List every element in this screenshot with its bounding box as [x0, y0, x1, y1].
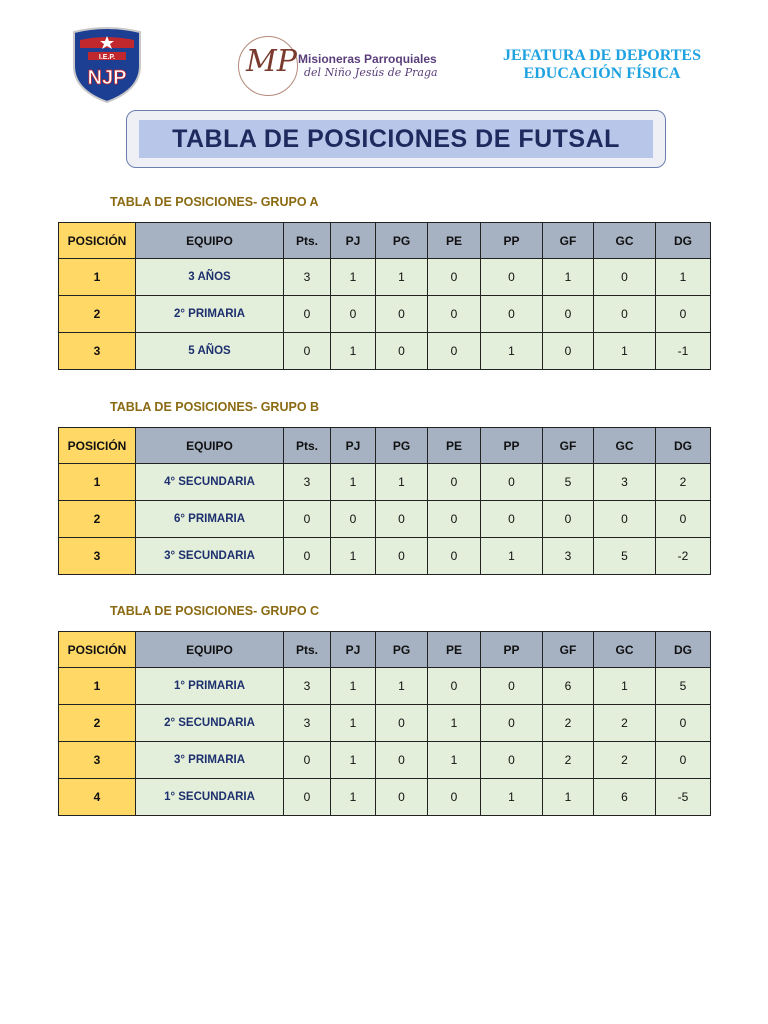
cell-goal-diff: -5 — [656, 779, 711, 816]
cell-drawn: 0 — [428, 464, 481, 501]
cell-points: 0 — [284, 333, 331, 370]
col-header-points: Pts. — [284, 632, 331, 668]
cell-lost: 0 — [481, 668, 543, 705]
col-header-team: EQUIPO — [136, 223, 284, 259]
cell-points: 0 — [284, 538, 331, 575]
col-header-points: Pts. — [284, 428, 331, 464]
cell-goals-against: 2 — [594, 742, 656, 779]
cell-goal-diff: 0 — [656, 705, 711, 742]
table-row — [59, 705, 711, 742]
cell-team: 2° PRIMARIA — [136, 296, 284, 333]
cell-team: 3° PRIMARIA — [136, 742, 284, 779]
cell-points: 0 — [284, 742, 331, 779]
congregation-logo — [238, 36, 438, 96]
cell-points: 0 — [284, 779, 331, 816]
header-row — [59, 223, 711, 259]
logo-monogram: MP — [246, 44, 297, 79]
cell-team: 5 AÑOS — [136, 333, 284, 370]
cell-lost: 1 — [481, 779, 543, 816]
table-row — [59, 501, 711, 538]
cell-goals-against: 3 — [594, 464, 656, 501]
cell-lost: 0 — [481, 464, 543, 501]
page-title: TABLA DE POSICIONES DE FUTSAL — [139, 120, 653, 158]
cell-goal-diff: 0 — [656, 296, 711, 333]
col-header-goal-diff: DG — [656, 223, 711, 259]
cell-drawn: 1 — [428, 742, 481, 779]
cell-won: 1 — [376, 668, 428, 705]
cell-goal-diff: 2 — [656, 464, 711, 501]
group-c-label: TABLA DE POSICIONES- GRUPO C — [110, 604, 320, 618]
cell-position: 2 — [59, 501, 136, 538]
cell-goal-diff: 0 — [656, 742, 711, 779]
cell-points: 0 — [284, 501, 331, 538]
cell-played: 1 — [331, 742, 376, 779]
cell-lost: 0 — [481, 296, 543, 333]
cell-position: 3 — [59, 333, 136, 370]
logo-line2: del Niño Jesús de Praga — [304, 66, 438, 79]
cell-drawn: 0 — [428, 538, 481, 575]
cell-goals-against: 1 — [594, 668, 656, 705]
school-shield-logo — [68, 26, 146, 104]
cell-won: 0 — [376, 333, 428, 370]
cell-won: 0 — [376, 705, 428, 742]
cell-played: 0 — [331, 501, 376, 538]
col-header-goal-diff: DG — [656, 632, 711, 668]
cell-team: 1° SECUNDARIA — [136, 779, 284, 816]
cell-points: 0 — [284, 296, 331, 333]
cell-goals-for: 0 — [543, 296, 594, 333]
cell-drawn: 1 — [428, 705, 481, 742]
table-row — [59, 779, 711, 816]
group-b-table — [58, 427, 711, 575]
col-header-drawn: PE — [428, 632, 481, 668]
cell-goals-for: 1 — [543, 779, 594, 816]
cell-drawn: 0 — [428, 259, 481, 296]
cell-goals-against: 5 — [594, 538, 656, 575]
cell-position: 1 — [59, 464, 136, 501]
cell-goal-diff: -1 — [656, 333, 711, 370]
col-header-lost: PP — [481, 632, 543, 668]
cell-position: 2 — [59, 705, 136, 742]
cell-played: 1 — [331, 705, 376, 742]
shield-top-text: I.E.P. — [98, 54, 116, 61]
cell-goal-diff: -2 — [656, 538, 711, 575]
cell-goals-against: 0 — [594, 259, 656, 296]
cell-points: 3 — [284, 668, 331, 705]
col-header-goals-for: GF — [543, 632, 594, 668]
logo-line1: Misioneras Parroquiales — [298, 52, 437, 66]
col-header-goals-against: GC — [594, 223, 656, 259]
col-header-goal-diff: DG — [656, 428, 711, 464]
cell-goals-against: 1 — [594, 333, 656, 370]
table-row — [59, 259, 711, 296]
col-header-won: PG — [376, 223, 428, 259]
col-header-position: POSICIÓN — [59, 632, 136, 668]
cell-lost: 1 — [481, 333, 543, 370]
col-header-played: PJ — [331, 632, 376, 668]
cell-lost: 0 — [481, 705, 543, 742]
col-header-team: EQUIPO — [136, 632, 284, 668]
cell-played: 1 — [331, 333, 376, 370]
col-header-lost: PP — [481, 428, 543, 464]
cell-goals-against: 6 — [594, 779, 656, 816]
cell-goals-for: 2 — [543, 705, 594, 742]
department-line1: JEFATURA DE DEPORTES — [503, 47, 701, 64]
cell-points: 3 — [284, 259, 331, 296]
cell-position: 4 — [59, 779, 136, 816]
header-row — [59, 632, 711, 668]
group-a-table — [58, 222, 711, 370]
cell-won: 1 — [376, 259, 428, 296]
shield-monogram: NJP — [87, 67, 127, 89]
col-header-goals-against: GC — [594, 428, 656, 464]
cell-drawn: 0 — [428, 779, 481, 816]
cell-drawn: 0 — [428, 668, 481, 705]
cell-position: 1 — [59, 668, 136, 705]
cell-won: 0 — [376, 296, 428, 333]
cell-played: 1 — [331, 779, 376, 816]
cell-won: 0 — [376, 538, 428, 575]
table-row — [59, 538, 711, 575]
cell-lost: 1 — [481, 538, 543, 575]
cell-goals-for: 0 — [543, 501, 594, 538]
cell-drawn: 0 — [428, 296, 481, 333]
col-header-goals-for: GF — [543, 428, 594, 464]
cell-team: 4° SECUNDARIA — [136, 464, 284, 501]
col-header-drawn: PE — [428, 223, 481, 259]
title-box — [126, 110, 666, 168]
cell-team: 1° PRIMARIA — [136, 668, 284, 705]
cell-team: 2° SECUNDARIA — [136, 705, 284, 742]
col-header-points: Pts. — [284, 223, 331, 259]
cell-position: 1 — [59, 259, 136, 296]
cell-drawn: 0 — [428, 501, 481, 538]
col-header-won: PG — [376, 632, 428, 668]
cell-lost: 0 — [481, 259, 543, 296]
cell-team: 6° PRIMARIA — [136, 501, 284, 538]
table-row — [59, 464, 711, 501]
cell-position: 3 — [59, 742, 136, 779]
cell-position: 3 — [59, 538, 136, 575]
table-row — [59, 668, 711, 705]
col-header-played: PJ — [331, 428, 376, 464]
col-header-drawn: PE — [428, 428, 481, 464]
table-row — [59, 296, 711, 333]
cell-points: 3 — [284, 464, 331, 501]
cell-goals-for: 2 — [543, 742, 594, 779]
cell-goals-against: 0 — [594, 296, 656, 333]
header-row — [59, 428, 711, 464]
cell-team: 3° SECUNDARIA — [136, 538, 284, 575]
cell-goals-for: 1 — [543, 259, 594, 296]
cell-won: 0 — [376, 779, 428, 816]
group-b-label: TABLA DE POSICIONES- GRUPO B — [110, 400, 320, 414]
col-header-lost: PP — [481, 223, 543, 259]
cell-won: 0 — [376, 501, 428, 538]
department-heading — [492, 47, 712, 83]
cell-won: 0 — [376, 742, 428, 779]
cell-lost: 0 — [481, 742, 543, 779]
cell-team: 3 AÑOS — [136, 259, 284, 296]
col-header-goals-against: GC — [594, 632, 656, 668]
cell-goal-diff: 1 — [656, 259, 711, 296]
table-row — [59, 742, 711, 779]
cell-goals-for: 5 — [543, 464, 594, 501]
cell-lost: 0 — [481, 501, 543, 538]
cell-played: 1 — [331, 538, 376, 575]
cell-position: 2 — [59, 296, 136, 333]
group-a-label: TABLA DE POSICIONES- GRUPO A — [110, 195, 319, 209]
cell-goals-for: 0 — [543, 333, 594, 370]
col-header-position: POSICIÓN — [59, 223, 136, 259]
cell-played: 1 — [331, 259, 376, 296]
cell-points: 3 — [284, 705, 331, 742]
cell-won: 1 — [376, 464, 428, 501]
cell-goals-against: 0 — [594, 501, 656, 538]
col-header-goals-for: GF — [543, 223, 594, 259]
cell-drawn: 0 — [428, 333, 481, 370]
col-header-won: PG — [376, 428, 428, 464]
cell-played: 1 — [331, 668, 376, 705]
cell-goals-for: 3 — [543, 538, 594, 575]
col-header-played: PJ — [331, 223, 376, 259]
cell-played: 0 — [331, 296, 376, 333]
col-header-team: EQUIPO — [136, 428, 284, 464]
cell-played: 1 — [331, 464, 376, 501]
col-header-position: POSICIÓN — [59, 428, 136, 464]
department-line2: EDUCACIÓN FÍSICA — [523, 65, 681, 82]
cell-goals-against: 2 — [594, 705, 656, 742]
table-row — [59, 333, 711, 370]
cell-goal-diff: 5 — [656, 668, 711, 705]
cell-goal-diff: 0 — [656, 501, 711, 538]
group-c-table — [58, 631, 711, 816]
cell-goals-for: 6 — [543, 668, 594, 705]
